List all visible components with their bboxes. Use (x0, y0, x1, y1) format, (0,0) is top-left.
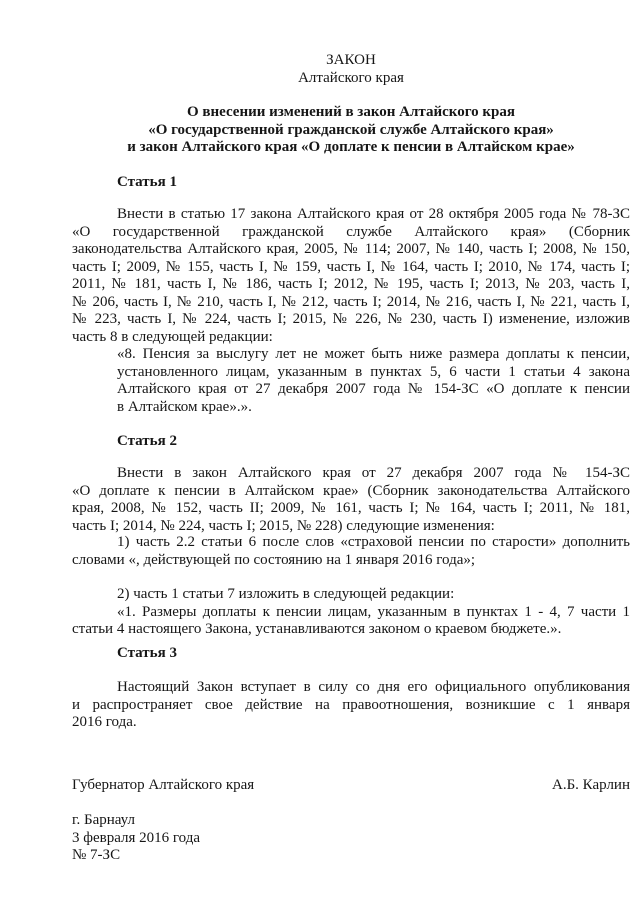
article-2-text-line: Внести в закон Алтайского края от 27 декабря 2007 года № 154-ЗС (117, 465, 630, 481)
article-1-text-line: Внести в статью 17 закона Алтайского края от 28 октября 2005 года № 78-ЗС (117, 206, 630, 222)
document-header (72, 52, 630, 87)
article-2-item-2-quote-line: «1. Размеры доплаты к пенсии лицам, указанным в пунктах 1 - 4, 7 части 1 (117, 603, 630, 620)
article-3-body (72, 679, 630, 732)
signing-details (72, 812, 630, 865)
law-number: № 7-ЗС (72, 847, 121, 863)
article-2-item-2 (72, 586, 630, 639)
law-title-line: и закон Алтайского края «О доплате к пенсии в Алтайском крае» (127, 139, 575, 155)
article-3-text-line: 2016 года. (72, 714, 137, 730)
article-1-quote-line: в Алтайском крае».». (117, 398, 252, 415)
law-title (72, 104, 630, 157)
law-issuer: Алтайского края (298, 69, 404, 86)
article-3-heading: Статья 3 (117, 645, 177, 661)
article-1-body (72, 206, 630, 346)
article-2-text-line: часть I; 2014, № 224, часть I; 2015, № 228) следующие изменения: (72, 517, 495, 534)
article-2-item-1 (72, 534, 630, 569)
article-2-heading-block (72, 433, 630, 451)
article-1-heading-block (72, 174, 630, 192)
article-3-heading-block (72, 645, 630, 663)
article-1-text-line: «О государственной гражданской службе Алтайского края» (Сборник (72, 223, 630, 240)
article-3-text-line: Настоящий Закон вступает в силу со дня его официального опубликования (117, 679, 630, 695)
article-2-body (72, 465, 630, 535)
article-2-text-line: «О доплате к пенсии в Алтайском крае» (Сборник законодательства Алтайского (72, 482, 630, 499)
article-1-text-line: часть I; 2009, № 155, часть I, № 159, часть I, № 164, часть I; 2010, № 174, часть I; (72, 258, 630, 275)
law-title-line: О внесении изменений в закон Алтайского края (186, 104, 516, 120)
law-type-label: ЗАКОН (326, 52, 376, 68)
article-2-item-1-line: 1) часть 2.2 статьи 6 после слов «страховой пенсии по старости» дополнить (117, 534, 630, 550)
article-2-text-line: края, 2008, № 152, часть II; 2009, № 161, часть I; № 164, часть I; 2011, № 181, (72, 500, 630, 516)
article-3-text-line: и распространяет свое действие на правоотношения, возникшие с 1 января (72, 696, 630, 713)
signature-block (72, 777, 630, 795)
law-title-line: «О государственной гражданской службе Алтайского края» (148, 121, 554, 138)
article-1-text-line: законодательства Алтайского края, 2005, № 114; 2007, № 140, часть I; 2008, № 150, (72, 241, 630, 257)
signatory-position: Губернатор Алтайского края (72, 777, 255, 793)
signing-date: 3 февраля 2016 года (72, 829, 201, 846)
article-2-item-2-line: 2) часть 1 статьи 7 изложить в следующей редакции: (117, 586, 455, 602)
article-1-text-line: № 223, часть I, № 224, часть I; 2015, № 226, № 230, часть I) изменение, изложив (72, 311, 630, 327)
article-1-text-line: часть 8 в следующей редакции: (72, 328, 273, 345)
article-1-quote-line: Алтайского края от 27 декабря 2007 года № 154-ЗС «О доплате к пенсии (117, 381, 630, 397)
article-2-item-2-quote-line: статьи 4 настоящего Закона, устанавливаются законом о краевом бюджете.». (72, 621, 562, 637)
article-1-text-line: № 206, часть I, № 210, часть I, № 212, часть I; 2014, № 216, часть I, № 221, часть I, (72, 293, 630, 310)
article-1-quote-line: «8. Пенсия за выслугу лет не может быть ниже размера доплаты к пенсии, (117, 346, 630, 362)
place-of-signing: г. Барнаул (72, 812, 135, 828)
article-2-item-1-line: словами «, действующей по состоянию на 1 января 2016 года»; (72, 551, 476, 568)
article-1-heading: Статья 1 (117, 174, 177, 190)
article-1-text-line: 2011, № 181, часть I, № 186, часть I; 2012, № 195, часть I; 2013, № 203, часть I, (72, 276, 630, 292)
article-2-heading: Статья 2 (117, 433, 177, 449)
article-1-quote-line: установленного лицам, указанным в пунктах 5, 6 части 1 статьи 4 закона (117, 363, 630, 380)
article-1-quoted-amendment (117, 346, 630, 416)
signatory-name: А.Б. Карлин (551, 777, 630, 793)
